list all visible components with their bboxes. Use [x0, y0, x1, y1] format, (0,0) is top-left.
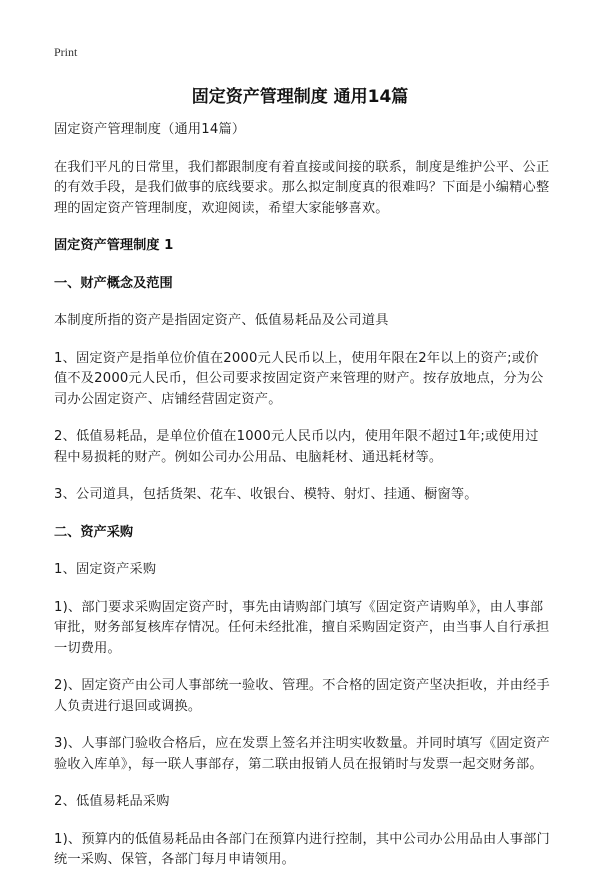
part1-paragraph-3: 2、低值易耗品，是单位价值在1000元人民币以内，使用年限不超过1年;或使用过程中易损耗的财产。例如公司办公用品、电脑耗材、通迅耗材等。 [54, 429, 539, 465]
part2-heading: 二、资产采购 [54, 524, 134, 540]
part1-paragraph-1: 本制度所指的资产是指固定资产、低值易耗品及公司道具 [54, 313, 389, 328]
part2-paragraph-4: 1)、预算内的低值易耗品由各部门在预算内进行控制，其中公司办公用品由人事部门统一采购、保管，各部门每月申请领用。 [54, 831, 550, 867]
part1-paragraph-2: 1、固定资产是指单位价值在2000元人民币以上，使用年限在2年以上的资产;或价值不及2000元人民币，但公司要求按固定资产来管理的财产。按存放地点，分为公司办公固定资产、店铺经营固定资产。 [54, 350, 544, 407]
part2-paragraph-2: 2)、固定资产由公司人事部统一验收、管理。不合格的固定资产坚决拒收，并由经手人负责进行退回或调换。 [54, 678, 550, 714]
document-subtitle: 固定资产管理制度（通用14篇） [54, 122, 246, 137]
part2-subheading-1: 1、固定资产采购 [54, 562, 157, 577]
print-label: Print [54, 45, 78, 59]
part2-subheading-2: 2、低值易耗品采购 [54, 794, 170, 809]
document-body [54, 120, 550, 888]
part1-heading: 一、财产概念及范围 [54, 275, 173, 291]
part1-paragraph-4: 3、公司道具，包括货架、花车、收银台、模特、射灯、挂通、橱窗等。 [54, 487, 478, 502]
part2-paragraph-3: 3)、人事部门验收合格后，应在发票上签名并注明实收数量。并同时填写《固定资产验收入库单》，每一联人事部存，第二联由报销人员在报销时与发票一起交财务部。 [54, 736, 550, 772]
part2-paragraph-1: 1)、部门要求采购固定资产时，事先由请购部门填写《固定资产请购单》，由人事部审批，财务部复核库存情况。任何未经批准，擅自采购固定资产，由当事人自行承担一切费用。 [54, 599, 550, 656]
section-title: 固定资产管理制度 1 [54, 238, 174, 253]
document-title: 固定资产管理制度 通用14篇 [191, 87, 409, 107]
intro-paragraph: 在我们平凡的日常里，我们都跟制度有着直接或间接的联系，制度是维护公平、公正的有效手段，是我们做事的底线要求。那么拟定制度真的很难吗？下面是小编精心整理的固定资产管理制度，欢迎阅读，希望大家能够喜欢。 [54, 159, 550, 216]
